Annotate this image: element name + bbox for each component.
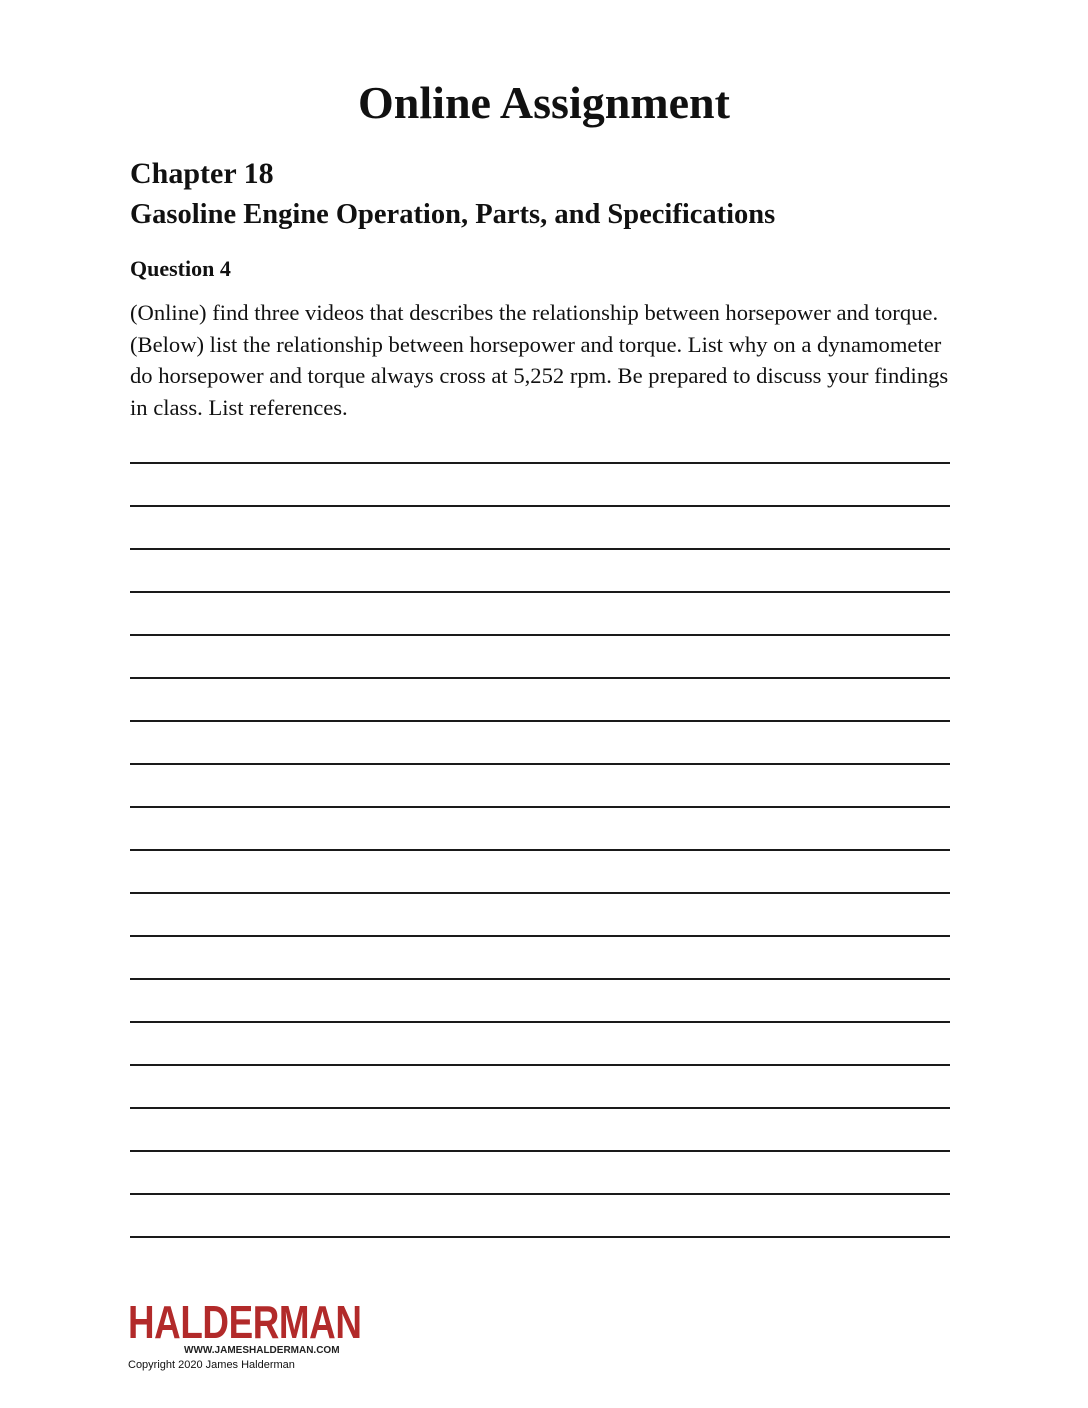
- answer-line: [130, 763, 950, 765]
- answer-line: [130, 1193, 950, 1195]
- logo-url: WWW.JAMESHALDERMAN.COM: [184, 1345, 340, 1356]
- answer-line: [130, 892, 950, 894]
- answer-line: [130, 978, 950, 980]
- answer-line: [130, 935, 950, 937]
- chapter-number: Chapter 18: [130, 157, 274, 190]
- chapter-title: Gasoline Engine Operation, Parts, and Specifications: [130, 199, 776, 230]
- answer-line: [130, 1236, 950, 1238]
- answer-line: [130, 634, 950, 636]
- answer-line: [130, 1064, 950, 1066]
- answer-line: [130, 548, 950, 550]
- halderman-logo: [128, 1296, 368, 1356]
- question-text: (Online) find three videos that describes the relationship between horsepower and torque. (Below) list the relationship between horsepower and torque. List why on a dynamometer do horsepower and torque always cross at 5,252 rpm. Be prepared to discuss your findings in class. List references.: [130, 300, 949, 420]
- answer-line: [130, 806, 950, 808]
- answer-line: [130, 1150, 950, 1152]
- question-label: Question 4: [130, 256, 231, 281]
- page-title: Online Assignment: [358, 77, 730, 128]
- copyright-notice: Copyright 2020 James Halderman: [128, 1359, 295, 1371]
- answer-line: [130, 505, 950, 507]
- logo-wordmark: HALDERMAN: [128, 1296, 362, 1348]
- answer-line: [130, 1021, 950, 1023]
- answer-line: [130, 591, 950, 593]
- answer-line: [130, 849, 950, 851]
- answer-line: [130, 677, 950, 679]
- answer-line: [130, 462, 950, 464]
- answer-line: [130, 1107, 950, 1109]
- answer-line: [130, 720, 950, 722]
